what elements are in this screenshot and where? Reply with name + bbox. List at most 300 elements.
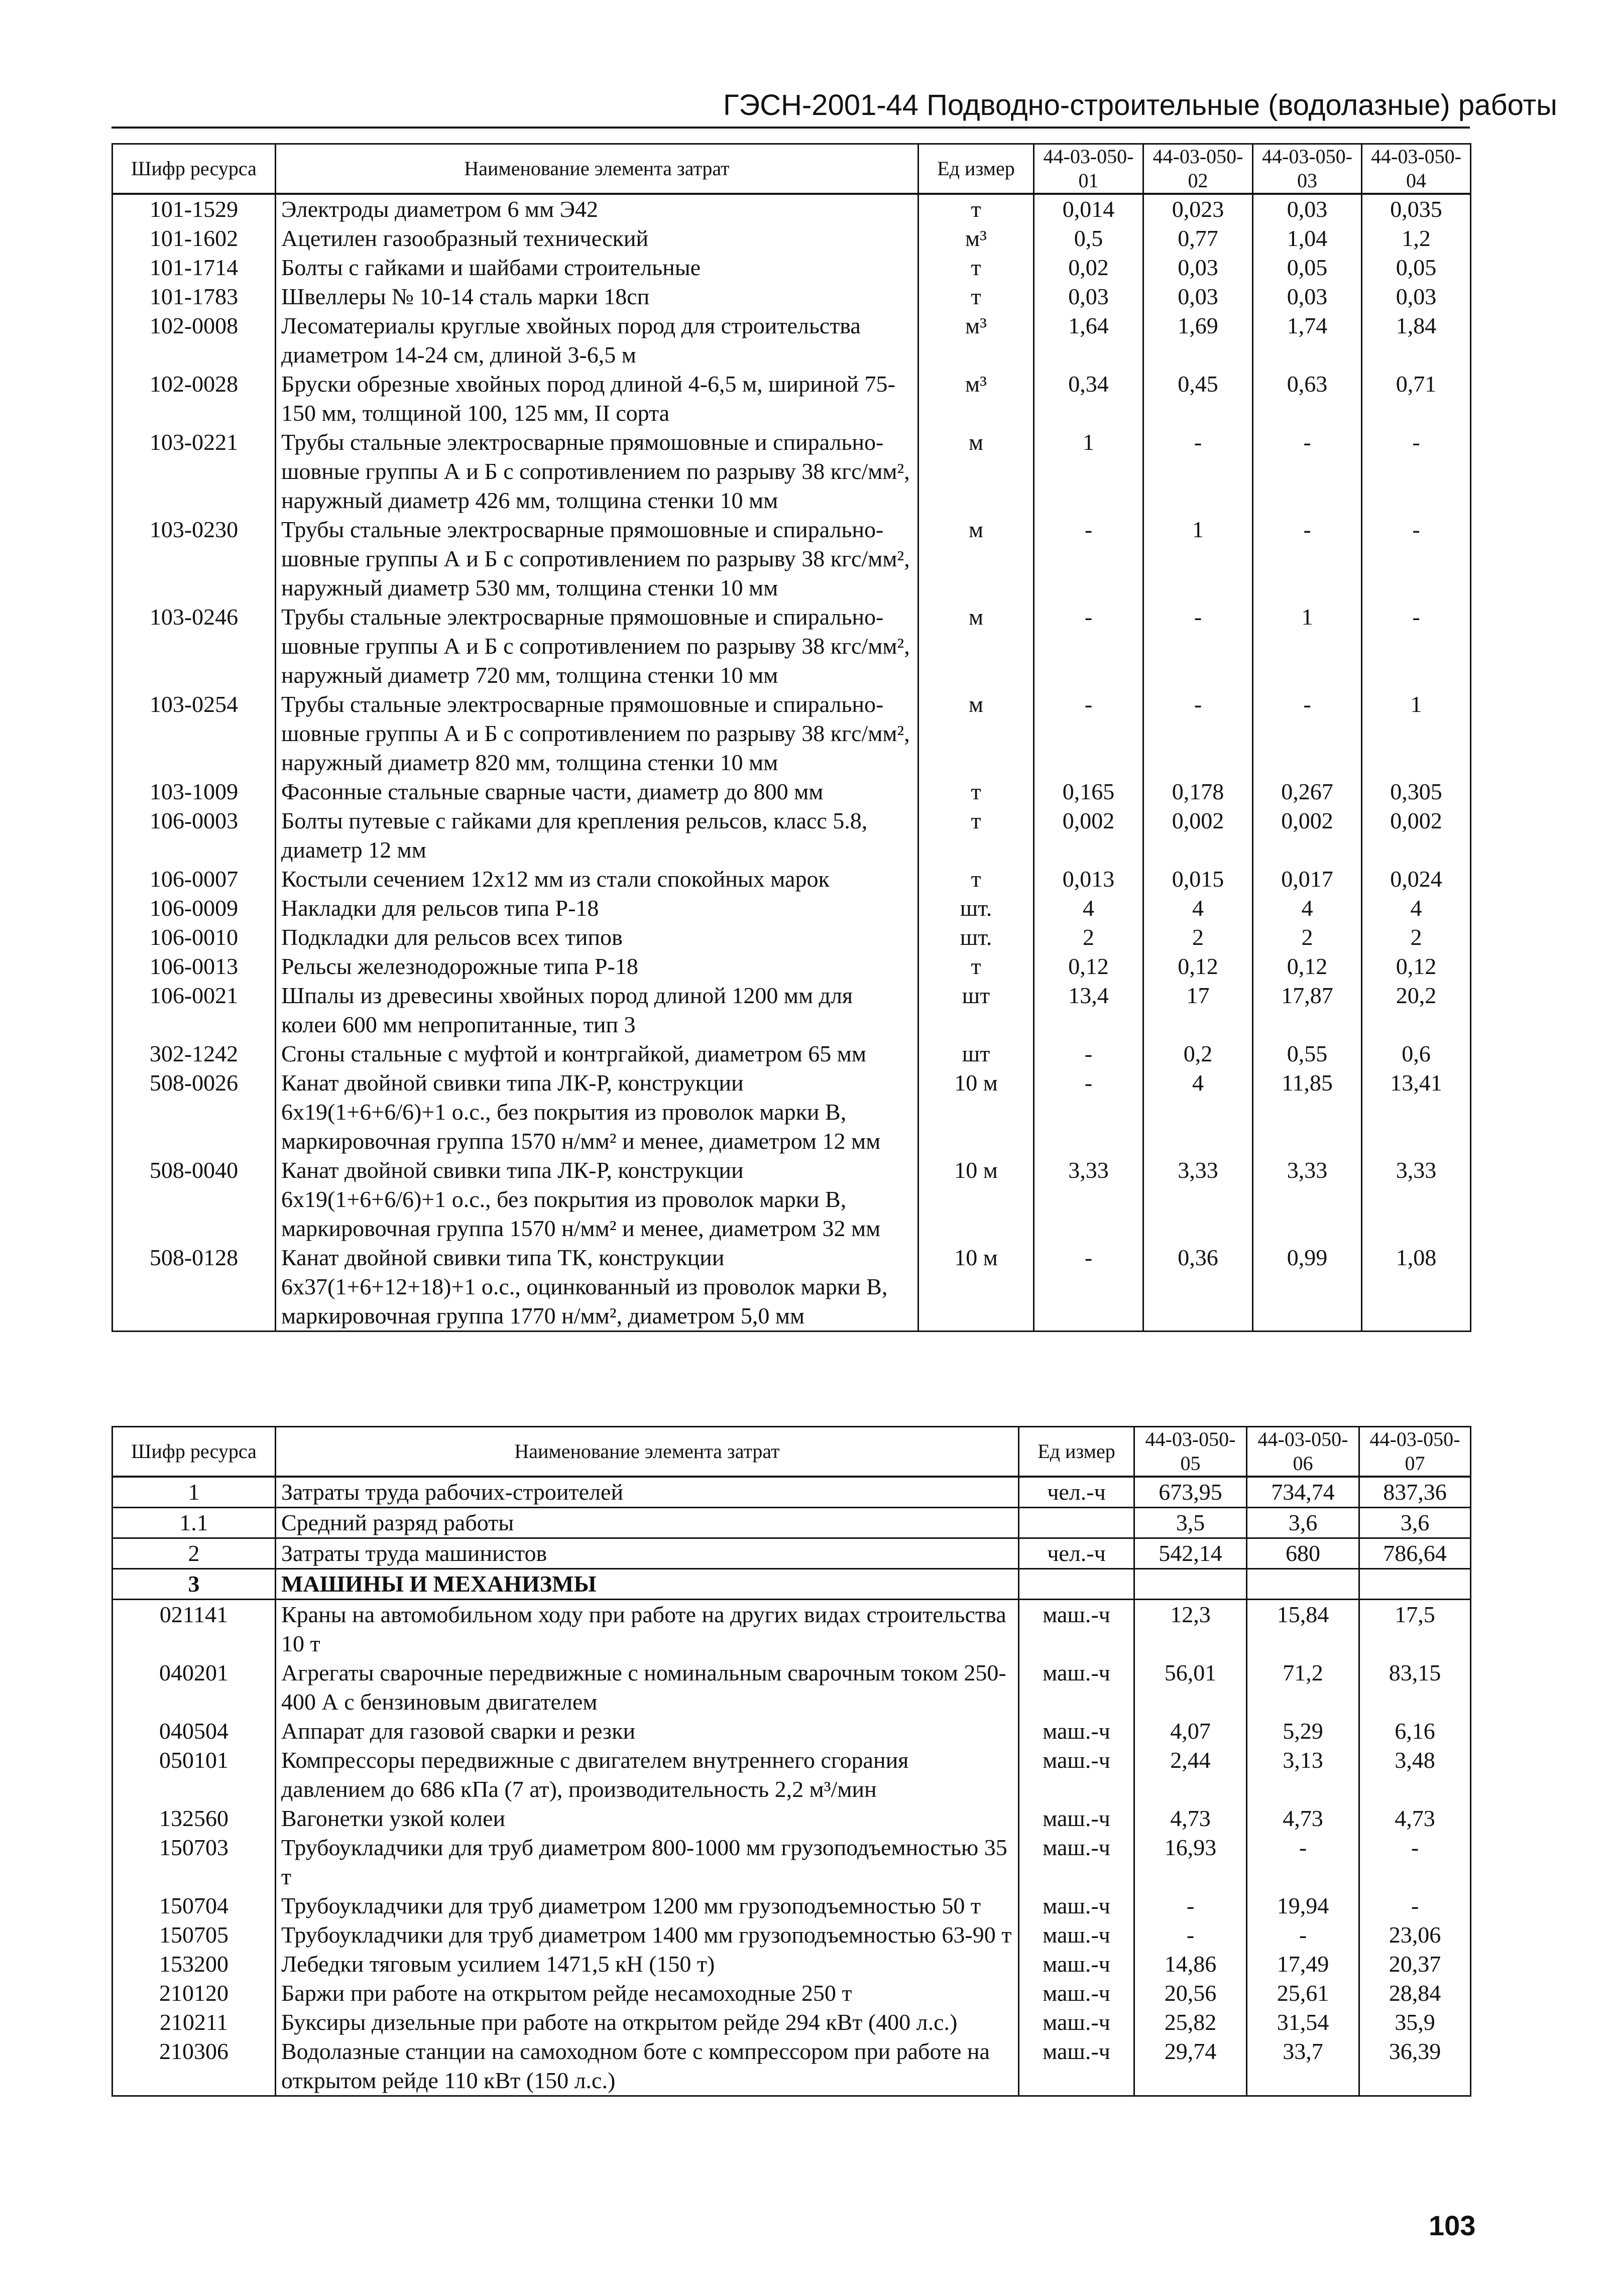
element-name-cell: Вагонетки узкой колеи: [276, 1804, 1019, 1833]
table-row: [112, 515, 1471, 602]
norm-value-cell: -: [1253, 690, 1362, 777]
element-name-cell: Электроды диаметром 6 мм Э42: [276, 194, 918, 224]
norm-value-cell: 4,07: [1134, 1717, 1247, 1746]
norm-value-cell: 0,03: [1362, 282, 1471, 311]
norm-value-cell: 20,56: [1134, 1979, 1247, 2008]
element-name-cell: Подкладки для рельсов всех типов: [276, 923, 918, 952]
table-row: [112, 311, 1471, 370]
norm-value-cell: -: [1134, 1891, 1247, 1920]
norm-value-cell: 1,2: [1362, 224, 1471, 253]
norm-value-cell: 0,002: [1362, 806, 1471, 865]
element-name-cell: Буксиры дизельные при работе на открытом рейде 294 кВт (400 л.с.): [276, 2008, 1019, 2037]
element-name-cell: Канат двойной свивки типа ЛК-Р, конструкции 6x19(1+6+6/6)+1 о.с., без покрытия из проволок марки В, маркировочная группа 1570 н/мм² и менее, диаметром 12 мм: [276, 1068, 918, 1156]
norm-value-cell: 25,82: [1134, 2008, 1247, 2037]
unit-cell: т: [918, 865, 1034, 894]
norm-value-cell: 1: [1034, 428, 1143, 515]
unit-cell: шт.: [918, 894, 1034, 923]
header-rule: [111, 127, 1470, 129]
resource-code-cell: 106-0013: [112, 952, 276, 981]
resource-code-cell: 132560: [112, 1804, 276, 1833]
norm-value-cell: 734,74: [1247, 1477, 1359, 1508]
unit-cell: маш.-ч: [1019, 1979, 1134, 2008]
table-row: [112, 194, 1471, 224]
unit-cell: м: [918, 602, 1034, 690]
unit-cell: маш.-ч: [1019, 1717, 1134, 1746]
resource-code-cell: 508-0040: [112, 1156, 276, 1243]
norm-value-cell: 0,015: [1143, 865, 1253, 894]
norm-value-cell: 3,6: [1359, 1508, 1471, 1538]
element-name-cell: Канат двойной свивки типа ТК, конструкции 6x37(1+6+12+18)+1 о.с., оцинкованный из проволок марки В, маркировочная группа 1770 н/мм², диаметром 5,0 мм: [276, 1243, 918, 1332]
norm-value-cell: 4: [1253, 894, 1362, 923]
norm-value-cell: 1,64: [1034, 311, 1143, 370]
norm-value-cell: -: [1034, 602, 1143, 690]
norm-value-cell: 0,024: [1362, 865, 1471, 894]
norm-value-cell: 0,36: [1143, 1243, 1253, 1332]
norm-value-cell: 786,64: [1359, 1538, 1471, 1569]
element-name-cell: Сгоны стальные с муфтой и контргайкой, диаметром 65 мм: [276, 1039, 918, 1068]
norm-value-cell: 35,9: [1359, 2008, 1471, 2037]
norm-value-cell: 29,74: [1134, 2037, 1247, 2096]
table-row: [112, 602, 1471, 690]
resource-code-cell: 1: [112, 1477, 276, 1508]
unit-cell: т: [918, 806, 1034, 865]
element-name-cell: Болты путевые с гайками для крепления рельсов, класс 5.8, диаметр 12 мм: [276, 806, 918, 865]
table-row: [112, 690, 1471, 777]
norm-value-cell: -: [1034, 1243, 1143, 1332]
unit-cell: м: [918, 515, 1034, 602]
resource-code-cell: 106-0009: [112, 894, 276, 923]
element-name-cell: Канат двойной свивки типа ЛК-Р, конструкции 6x19(1+6+6/6)+1 о.с., без покрытия из проволок марки В, маркировочная группа 1570 н/мм² и менее, диаметром 32 мм: [276, 1156, 918, 1243]
norm-value-cell: 0,03: [1034, 282, 1143, 311]
col-header-unit: Ед измер: [918, 144, 1034, 194]
norm-value-cell: 4: [1143, 894, 1253, 923]
norm-value-cell: 0,05: [1362, 253, 1471, 282]
norm-value-cell: -: [1362, 602, 1471, 690]
unit-cell: т: [918, 194, 1034, 224]
unit-cell: т: [918, 253, 1034, 282]
norm-value-cell: 0,035: [1362, 194, 1471, 224]
table-row: [112, 428, 1471, 515]
resource-code-cell: 106-0010: [112, 923, 276, 952]
table-row: [112, 865, 1471, 894]
col-header-norm: 44-03-050-06: [1247, 1427, 1359, 1477]
norm-value-cell: 23,06: [1359, 1920, 1471, 1950]
unit-cell: м: [918, 690, 1034, 777]
norm-value-cell: 33,7: [1247, 2037, 1359, 2096]
norm-value-cell: 3,13: [1247, 1746, 1359, 1804]
element-name-cell: Трубоукладчики для труб диаметром 800-1000 мм грузоподъемностью 35 т: [276, 1833, 1019, 1891]
unit-cell: м: [918, 428, 1034, 515]
table-row: [112, 1746, 1471, 1804]
unit-cell: 10 м: [918, 1068, 1034, 1156]
unit-cell: маш.-ч: [1019, 1920, 1134, 1950]
unit-cell: 10 м: [918, 1243, 1034, 1332]
norm-value-cell: -: [1143, 690, 1253, 777]
unit-cell: [1019, 1508, 1134, 1538]
table-row: [112, 1477, 1471, 1508]
norm-value-cell: 4,73: [1247, 1804, 1359, 1833]
element-name-cell: Трубы стальные электросварные прямошовные и спирально-шовные группы А и Б с сопротивлением по разрыву 38 кгс/мм², наружный диаметр 426 мм, толщина стенки 10 мм: [276, 428, 918, 515]
norm-value-cell: 25,61: [1247, 1979, 1359, 2008]
norm-value-cell: 4: [1143, 1068, 1253, 1156]
element-name-cell: МАШИНЫ И МЕХАНИЗМЫ: [276, 1569, 1019, 1600]
element-name-cell: Компрессоры передвижные с двигателем внутреннего сгорания давлением до 686 кПа (7 ат), производительность 2,2 м³/мин: [276, 1746, 1019, 1804]
unit-cell: маш.-ч: [1019, 1746, 1134, 1804]
norm-value-cell: 2: [1143, 923, 1253, 952]
table-row: [112, 1068, 1471, 1156]
norm-value-cell: 56,01: [1134, 1658, 1247, 1717]
table-row: [112, 806, 1471, 865]
resource-code-cell: 3: [112, 1569, 276, 1600]
table-2-header-row: [112, 1427, 1471, 1477]
table-row: [112, 224, 1471, 253]
norm-value-cell: 0,63: [1253, 370, 1362, 428]
table-row: [112, 1891, 1471, 1920]
norm-value-cell: 0,267: [1253, 777, 1362, 806]
norm-value-cell: 680: [1247, 1538, 1359, 1569]
norm-value-cell: 3,6: [1247, 1508, 1359, 1538]
unit-cell: маш.-ч: [1019, 1833, 1134, 1891]
norm-value-cell: 31,54: [1247, 2008, 1359, 2037]
col-header-norm: 44-03-050-05: [1134, 1427, 1247, 1477]
norm-value-cell: -: [1362, 428, 1471, 515]
element-name-cell: Агрегаты сварочные передвижные с номинальным сварочным током 250-400 А с бензиновым двигателем: [276, 1658, 1019, 1717]
element-name-cell: Ацетилен газообразный технический: [276, 224, 918, 253]
col-header-norm: 44-03-050-04: [1362, 144, 1471, 194]
norm-value-cell: 0,45: [1143, 370, 1253, 428]
norm-value-cell: 2: [1034, 923, 1143, 952]
norm-value-cell: 2: [1362, 923, 1471, 952]
element-name-cell: Краны на автомобильном ходу при работе на других видах строительства 10 т: [276, 1600, 1019, 1659]
norm-value-cell: 20,2: [1362, 981, 1471, 1039]
unit-cell: м³: [918, 370, 1034, 428]
norm-value-cell: 3,48: [1359, 1746, 1471, 1804]
resource-code-cell: 040201: [112, 1658, 276, 1717]
resource-code-cell: 103-0221: [112, 428, 276, 515]
norm-value-cell: 0,55: [1253, 1039, 1362, 1068]
unit-cell: чел.-ч: [1019, 1538, 1134, 1569]
element-name-cell: Костыли сечением 12x12 мм из стали спокойных марок: [276, 865, 918, 894]
col-header-name: Наименование элемента затрат: [276, 1427, 1019, 1477]
norm-value-cell: 0,305: [1362, 777, 1471, 806]
norm-value-cell: 19,94: [1247, 1891, 1359, 1920]
resource-code-cell: 150703: [112, 1833, 276, 1891]
norm-value-cell: 5,29: [1247, 1717, 1359, 1746]
unit-cell: т: [918, 777, 1034, 806]
unit-cell: маш.-ч: [1019, 1950, 1134, 1979]
norm-value-cell: 3,33: [1143, 1156, 1253, 1243]
norm-value-cell: 0,6: [1362, 1039, 1471, 1068]
norm-value-cell: 15,84: [1247, 1600, 1359, 1659]
unit-cell: маш.-ч: [1019, 1600, 1134, 1659]
norm-value-cell: -: [1034, 1039, 1143, 1068]
norm-value-cell: 0,71: [1362, 370, 1471, 428]
resource-code-cell: 210306: [112, 2037, 276, 2096]
resource-code-cell: 150705: [112, 1920, 276, 1950]
element-name-cell: Фасонные стальные сварные части, диаметр до 800 мм: [276, 777, 918, 806]
resource-code-cell: 101-1714: [112, 253, 276, 282]
table-row: [112, 1243, 1471, 1332]
norm-value-cell: 0,023: [1143, 194, 1253, 224]
element-name-cell: Трубы стальные электросварные прямошовные и спирально-шовные группы А и Б с сопротивлением по разрыву 38 кгс/мм², наружный диаметр 530 мм, толщина стенки 10 мм: [276, 515, 918, 602]
norm-value-cell: 0,12: [1253, 952, 1362, 981]
norm-value-cell: 1: [1253, 602, 1362, 690]
norm-value-cell: 0,05: [1253, 253, 1362, 282]
norm-value-cell: 1: [1362, 690, 1471, 777]
norm-value-cell: 0,002: [1253, 806, 1362, 865]
norm-value-cell: 6,16: [1359, 1717, 1471, 1746]
norm-value-cell: 0,12: [1362, 952, 1471, 981]
norm-value-cell: -: [1143, 428, 1253, 515]
table-row: [112, 1804, 1471, 1833]
norm-value-cell: 71,2: [1247, 1658, 1359, 1717]
table-row: [112, 1920, 1471, 1950]
resource-code-cell: 050101: [112, 1746, 276, 1804]
norm-value-cell: 13,41: [1362, 1068, 1471, 1156]
table-row: [112, 777, 1471, 806]
element-name-cell: Шпалы из древесины хвойных пород длиной 1200 мм для колеи 600 мм непропитанные, тип 3: [276, 981, 918, 1039]
norm-value-cell: 14,86: [1134, 1950, 1247, 1979]
table-row: [112, 1979, 1471, 2008]
unit-cell: маш.-ч: [1019, 2008, 1134, 2037]
norm-value-cell: 1,84: [1362, 311, 1471, 370]
unit-cell: чел.-ч: [1019, 1477, 1134, 1508]
resource-code-cell: 102-0028: [112, 370, 276, 428]
norm-value-cell: -: [1034, 1068, 1143, 1156]
resource-code-cell: 150704: [112, 1891, 276, 1920]
norm-value-cell: 4,73: [1359, 1804, 1471, 1833]
col-header-norm: 44-03-050-03: [1253, 144, 1362, 194]
table-row: [112, 1538, 1471, 1569]
norm-value-cell: 0,03: [1143, 282, 1253, 311]
table-row: [112, 1156, 1471, 1243]
table-row: [112, 1833, 1471, 1891]
element-name-cell: Трубы стальные электросварные прямошовные и спирально-шовные группы А и Б с сопротивлением по разрыву 38 кгс/мм², наружный диаметр 820 мм, толщина стенки 10 мм: [276, 690, 918, 777]
element-name-cell: Болты с гайками и шайбами строительные: [276, 253, 918, 282]
resource-code-cell: 508-0026: [112, 1068, 276, 1156]
table-row: [112, 2008, 1471, 2037]
norm-value-cell: 4: [1034, 894, 1143, 923]
element-name-cell: Трубоукладчики для труб диаметром 1400 мм грузоподъемностью 63-90 т: [276, 1920, 1019, 1950]
unit-cell: шт.: [918, 923, 1034, 952]
unit-cell: [1019, 1569, 1134, 1600]
norm-value-cell: 17,87: [1253, 981, 1362, 1039]
norm-value-cell: 17,5: [1359, 1600, 1471, 1659]
norm-value-cell: 0,2: [1143, 1039, 1253, 1068]
norm-value-cell: -: [1034, 515, 1143, 602]
element-name-cell: Средний разряд работы: [276, 1508, 1019, 1538]
norm-value-cell: 0,002: [1143, 806, 1253, 865]
norm-value-cell: 2: [1253, 923, 1362, 952]
unit-cell: шт: [918, 981, 1034, 1039]
norm-value-cell: 0,178: [1143, 777, 1253, 806]
resource-code-cell: 508-0128: [112, 1243, 276, 1332]
norm-value-cell: -: [1034, 690, 1143, 777]
norm-value-cell: -: [1253, 515, 1362, 602]
element-name-cell: Трубы стальные электросварные прямошовные и спирально-шовные группы А и Б с сопротивлением по разрыву 38 кгс/мм², наружный диаметр 720 мм, толщина стенки 10 мм: [276, 602, 918, 690]
unit-cell: маш.-ч: [1019, 1891, 1134, 1920]
resource-code-cell: 103-0254: [112, 690, 276, 777]
element-name-cell: Бруски обрезные хвойных пород длиной 4-6,5 м, шириной 75-150 мм, толщиной 100, 125 мм, II сорта: [276, 370, 918, 428]
element-name-cell: Аппарат для газовой сварки и резки: [276, 1717, 1019, 1746]
resource-code-cell: 302-1242: [112, 1039, 276, 1068]
table-row: [112, 1600, 1471, 1659]
col-header-norm: 44-03-050-02: [1143, 144, 1253, 194]
col-header-code: Шифр ресурса: [112, 1427, 276, 1477]
norm-value-cell: 0,12: [1034, 952, 1143, 981]
norm-value-cell: 0,013: [1034, 865, 1143, 894]
norm-value-cell: 0,165: [1034, 777, 1143, 806]
resource-code-cell: 101-1602: [112, 224, 276, 253]
norm-value-cell: 0,03: [1143, 253, 1253, 282]
resource-code-cell: 2: [112, 1538, 276, 1569]
resource-code-cell: 103-0246: [112, 602, 276, 690]
norm-value-cell: 0,02: [1034, 253, 1143, 282]
norm-value-cell: 16,93: [1134, 1833, 1247, 1891]
norm-value-cell: -: [1359, 1891, 1471, 1920]
element-name-cell: Баржи при работе на открытом рейде несамоходные 250 т: [276, 1979, 1019, 2008]
resource-code-cell: 101-1529: [112, 194, 276, 224]
resource-code-cell: 103-0230: [112, 515, 276, 602]
norm-value-cell: [1247, 1569, 1359, 1600]
resources-table-1: [111, 143, 1471, 1332]
norm-value-cell: 13,4: [1034, 981, 1143, 1039]
norm-value-cell: 0,017: [1253, 865, 1362, 894]
norm-value-cell: 673,95: [1134, 1477, 1247, 1508]
norm-value-cell: 1,04: [1253, 224, 1362, 253]
norm-value-cell: 28,84: [1359, 1979, 1471, 2008]
norm-value-cell: 0,5: [1034, 224, 1143, 253]
norm-value-cell: 1,69: [1143, 311, 1253, 370]
table-row: [112, 2037, 1471, 2096]
col-header-norm: 44-03-050-01: [1034, 144, 1143, 194]
resource-code-cell: 102-0008: [112, 311, 276, 370]
norm-value-cell: 17,49: [1247, 1950, 1359, 1979]
table-row: [112, 981, 1471, 1039]
norm-value-cell: 1,08: [1362, 1243, 1471, 1332]
resource-code-cell: 1.1: [112, 1508, 276, 1538]
table-row: [112, 1508, 1471, 1538]
element-name-cell: Рельсы железнодорожные типа Р-18: [276, 952, 918, 981]
norm-value-cell: 4: [1362, 894, 1471, 923]
norm-value-cell: [1359, 1569, 1471, 1600]
col-header-norm: 44-03-050-07: [1359, 1427, 1471, 1477]
element-name-cell: Затраты труда рабочих-строителей: [276, 1477, 1019, 1508]
norm-value-cell: 4,73: [1134, 1804, 1247, 1833]
resource-code-cell: 101-1783: [112, 282, 276, 311]
unit-cell: маш.-ч: [1019, 1658, 1134, 1717]
element-name-cell: Водолазные станции на самоходном боте с компрессором при работе на открытом рейде 110 кВт (150 л.с.): [276, 2037, 1019, 2096]
norm-value-cell: 0,002: [1034, 806, 1143, 865]
table-row: [112, 1039, 1471, 1068]
unit-cell: т: [918, 282, 1034, 311]
norm-value-cell: 1: [1143, 515, 1253, 602]
norm-value-cell: 3,33: [1362, 1156, 1471, 1243]
page-header: ГЭСН-2001-44 Подводно-строительные (водолазные) работы: [723, 89, 1557, 122]
norm-value-cell: 0,03: [1253, 282, 1362, 311]
table-row: [112, 1658, 1471, 1717]
norm-value-cell: 3,33: [1034, 1156, 1143, 1243]
norm-value-cell: -: [1143, 602, 1253, 690]
norm-value-cell: -: [1134, 1920, 1247, 1950]
resource-code-cell: 106-0007: [112, 865, 276, 894]
norm-value-cell: -: [1247, 1920, 1359, 1950]
resource-code-cell: 106-0003: [112, 806, 276, 865]
unit-cell: маш.-ч: [1019, 1804, 1134, 1833]
norm-value-cell: 17: [1143, 981, 1253, 1039]
norm-value-cell: 36,39: [1359, 2037, 1471, 2096]
norm-value-cell: [1134, 1569, 1247, 1600]
norm-value-cell: 12,3: [1134, 1600, 1247, 1659]
resource-code-cell: 103-1009: [112, 777, 276, 806]
table-row: [112, 894, 1471, 923]
unit-cell: 10 м: [918, 1156, 1034, 1243]
table-row: [112, 253, 1471, 282]
norm-value-cell: -: [1362, 515, 1471, 602]
resource-code-cell: 153200: [112, 1950, 276, 1979]
norm-value-cell: 837,36: [1359, 1477, 1471, 1508]
table-row: [112, 370, 1471, 428]
table-row: [112, 1569, 1471, 1600]
resources-table-2: [111, 1426, 1471, 2097]
resource-code-cell: 106-0021: [112, 981, 276, 1039]
norm-value-cell: 0,014: [1034, 194, 1143, 224]
unit-cell: шт: [918, 1039, 1034, 1068]
norm-value-cell: 3,33: [1253, 1156, 1362, 1243]
col-header-name: Наименование элемента затрат: [276, 144, 918, 194]
norm-value-cell: 0,34: [1034, 370, 1143, 428]
norm-value-cell: 0,99: [1253, 1243, 1362, 1332]
unit-cell: т: [918, 952, 1034, 981]
norm-value-cell: 2,44: [1134, 1746, 1247, 1804]
resource-code-cell: 210211: [112, 2008, 276, 2037]
resource-code-cell: 021141: [112, 1600, 276, 1659]
col-header-unit: Ед измер: [1019, 1427, 1134, 1477]
resource-code-cell: 040504: [112, 1717, 276, 1746]
unit-cell: м³: [918, 311, 1034, 370]
norm-value-cell: 20,37: [1359, 1950, 1471, 1979]
page-number: 103: [1429, 2210, 1476, 2241]
table-row: [112, 952, 1471, 981]
norm-value-cell: 0,12: [1143, 952, 1253, 981]
table-row: [112, 1950, 1471, 1979]
element-name-cell: Трубоукладчики для труб диаметром 1200 мм грузоподъемностью 50 т: [276, 1891, 1019, 1920]
element-name-cell: Лесоматериалы круглые хвойных пород для строительства диаметром 14-24 см, длиной 3-6,5 м: [276, 311, 918, 370]
table-row: [112, 282, 1471, 311]
col-header-code: Шифр ресурса: [112, 144, 276, 194]
table-1-header-row: [112, 144, 1471, 194]
norm-value-cell: -: [1253, 428, 1362, 515]
norm-value-cell: 0,03: [1253, 194, 1362, 224]
table-row: [112, 923, 1471, 952]
norm-value-cell: 11,85: [1253, 1068, 1362, 1156]
element-name-cell: Затраты труда машинистов: [276, 1538, 1019, 1569]
resource-code-cell: 210120: [112, 1979, 276, 2008]
norm-value-cell: -: [1359, 1833, 1471, 1891]
norm-value-cell: 0,77: [1143, 224, 1253, 253]
norm-value-cell: 1,74: [1253, 311, 1362, 370]
unit-cell: м³: [918, 224, 1034, 253]
norm-value-cell: 3,5: [1134, 1508, 1247, 1538]
unit-cell: маш.-ч: [1019, 2037, 1134, 2096]
element-name-cell: Швеллеры № 10-14 сталь марки 18сп: [276, 282, 918, 311]
element-name-cell: Накладки для рельсов типа Р-18: [276, 894, 918, 923]
norm-value-cell: 83,15: [1359, 1658, 1471, 1717]
table-row: [112, 1717, 1471, 1746]
element-name-cell: Лебедки тяговым усилием 1471,5 кН (150 т): [276, 1950, 1019, 1979]
norm-value-cell: -: [1247, 1833, 1359, 1891]
norm-value-cell: 542,14: [1134, 1538, 1247, 1569]
